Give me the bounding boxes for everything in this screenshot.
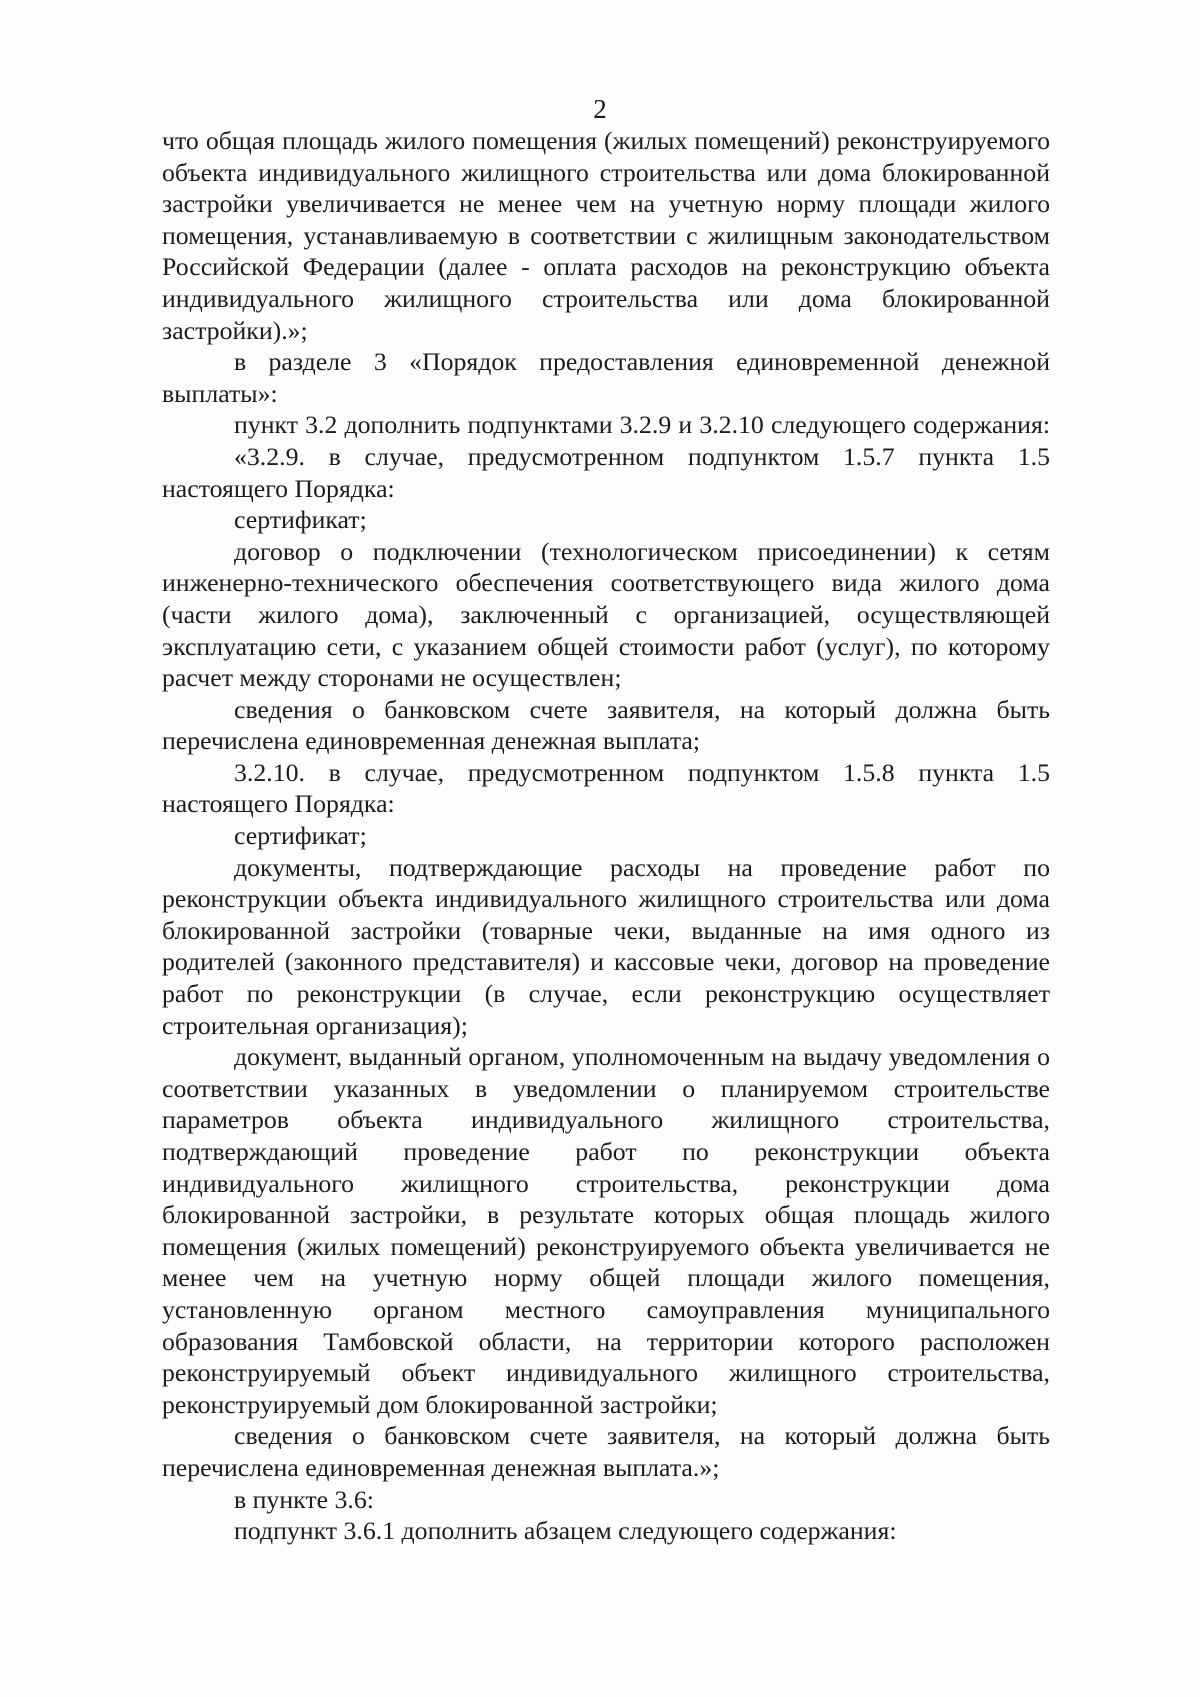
paragraph: документ, выданный органом, уполномоченным на выдачу уведомления о соответствии указанных в уведомлении о планируемом строительстве параметров объекта индивидуального жилищного строительства, подтверждающий проведение работ по реконструкции объекта индивидуального жилищного строительства, реконструкции дома блокированной застройки, в результате которых общая площадь жилого помещения (жилых помещений) реконструируемого объекта увеличивается не менее чем на учетную норму общей площади жилого помещения, установленную органом местного самоуправления муниципального образования Тамбовской области, на территории которого расположен реконструируемый объект индивидуального жилищного строительства, реконструируемый дом блокированной застройки; [162,1042,1050,1419]
paragraph: сертификат; [234,821,367,851]
paragraph: подпункт 3.6.1 дополнить абзацем следующего содержания: [234,1516,897,1546]
page-number: 2 [593,94,607,124]
paragraph: договор о подключении (технологическом присоединении) к сетям инженерно-технического обеспечения соответствующего вида жилого дома (части жилого дома), заключенный с организацией, осуществляющей эксплуатацию сети, с указанием общей стоимости работ (услуг), по которому расчет между сторонами не осуществлен; [162,536,1050,693]
paragraph: пункт 3.2 дополнить подпунктами 3.2.9 и 3.2.10 следующего содержания: [234,410,1050,440]
paragraph: что общая площадь жилого помещения (жилых помещений) реконструируемого объекта индивидуального жилищного строительства или дома блокированной застройки увеличивается не менее чем на учетную норму площади жилого помещения, устанавливаемую в соответствии с жилищным законодательством Российской Федерации (далее - оплата расходов на реконструкцию объекта индивидуального жилищного строительства или дома блокированной застройки).»; [162,126,1050,345]
paragraph: в пункте 3.6: [234,1484,374,1514]
paragraph: в разделе 3 «Порядок предоставления единовременной денежной выплаты»: [162,347,1050,408]
paragraph: документы, подтверждающие расходы на проведение работ по реконструкции объекта индивидуального жилищного строительства или дома блокированной застройки (товарные чеки, выданные на имя одного из родителей (законного представителя) и кассовые чеки, договор на проведение работ по реконструкции (в случае, если реконструкцию осуществляет строительная организация); [162,852,1050,1040]
paragraph: сведения о банковском счете заявителя, на который должна быть перечислена единовременная денежная выплата; [162,694,1050,756]
paragraph: 3.2.10. в случае, предусмотренном подпунктом 1.5.8 пункта 1.5 настоящего Порядка: [162,757,1050,819]
paragraph: сведения о банковском счете заявителя, на который должна быть перечислена единовременная денежная выплата.»; [162,1421,1050,1482]
paragraph: сертификат; [234,505,367,535]
paragraph: «3.2.9. в случае, предусмотренном подпунктом 1.5.7 пункта 1.5 настоящего Порядка: [162,441,1050,503]
document-body [162,125,1050,1547]
